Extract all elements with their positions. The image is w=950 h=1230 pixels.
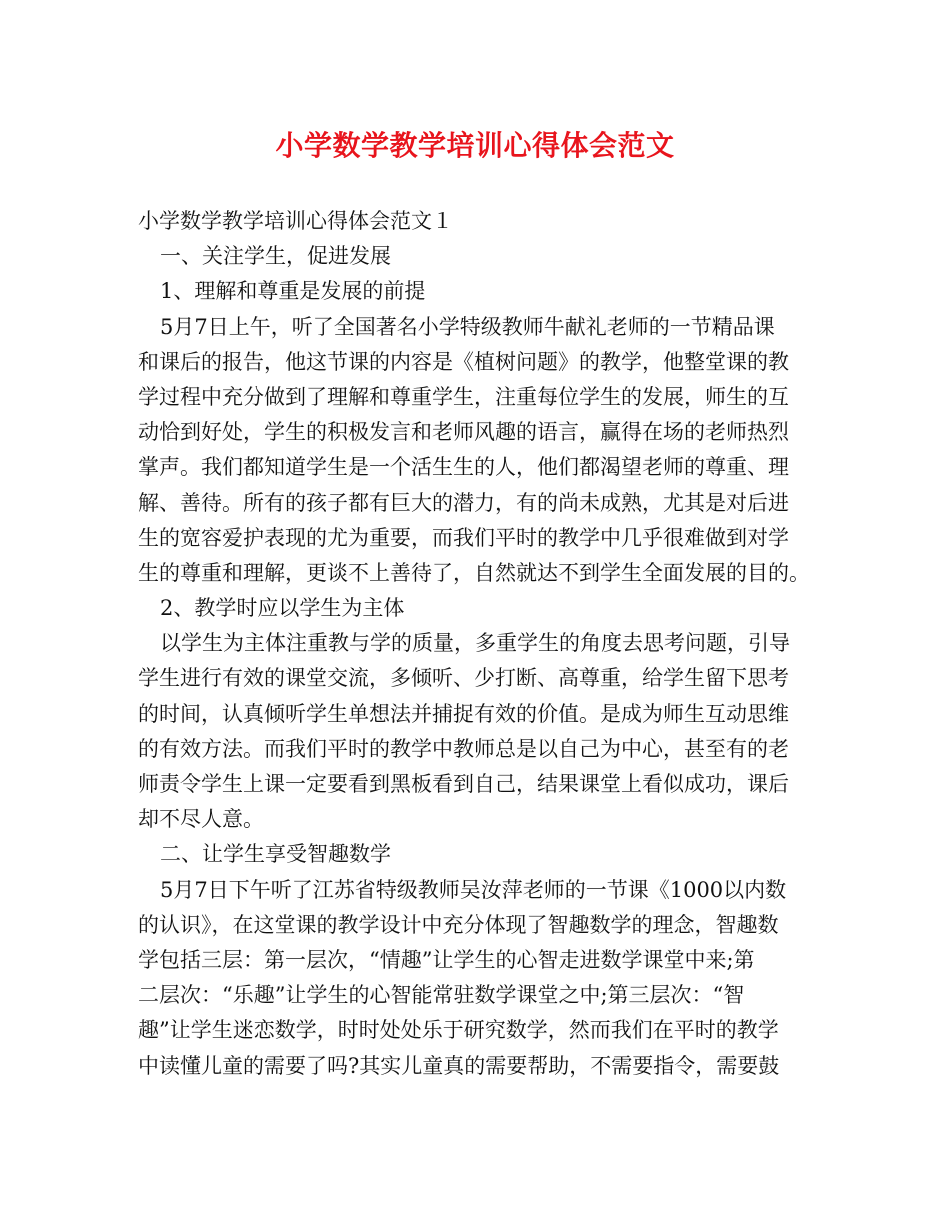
text-line: 的有效方法。而我们平时的教学中教师总是以自己为中心，甚至有的老	[138, 736, 789, 761]
text-line: 2、教学时应以学生为主体	[160, 596, 405, 621]
text-line: 中读懂儿童的需要了吗?其实儿童真的需要帮助，不需要指令，需要鼓	[138, 1053, 780, 1078]
text-line: 掌声。我们都知道学生是一个活生生的人，他们都渴望老师的尊重、理	[138, 455, 789, 480]
text-line: 动恰到好处，学生的积极发言和老师风趣的语言，赢得在场的老师热烈	[138, 420, 789, 445]
text-line: 二层次：“乐趣”让学生的心智能常驻数学课堂之中;第三层次：“智	[138, 983, 745, 1008]
text-line: 的认识》，在这堂课的教学设计中充分体现了智趣数学的理念，智趣数	[138, 912, 779, 937]
text-line: 学生进行有效的课堂交流，多倾听、少打断、高尊重，给学生留下思考	[138, 666, 789, 691]
text-line: 趣”让学生迷恋数学，时时处处乐于研究数学，然而我们在平时的教学	[138, 1018, 779, 1043]
text-line: 学过程中充分做到了理解和尊重学生，注重每位学生的发展，师生的互	[138, 384, 789, 409]
text-line: 一、关注学生，促进发展	[160, 244, 391, 269]
text-line: 以学生为主体注重教与学的质量，多重学生的角度去思考问题，引导	[160, 631, 790, 656]
text-line: 解、善待。所有的孩子都有巨大的潜力，有的尚未成熟，尤其是对后进	[138, 490, 789, 515]
text-line: 小学数学教学培训心得体会范文１	[138, 209, 453, 233]
text-line: 5月7日下午听了江苏省特级教师吴汝萍老师的一节课《1000以内数	[160, 877, 787, 902]
document-body	[138, 204, 816, 1084]
text-line: 5月7日上午，听了全国著名小学特级教师牛献礼老师的一节精品课	[160, 314, 775, 339]
text-line: 却不尽人意。	[138, 807, 264, 832]
text-line: 生的宽容爱护表现的尤为重要，而我们平时的教学中几乎很难做到对学	[138, 525, 789, 550]
text-line: 1、理解和尊重是发展的前提	[160, 279, 426, 304]
text-line: 二、让学生享受智趣数学	[160, 842, 391, 867]
text-line: 师责令学生上课一定要看到黑板看到自己，结果课堂上看似成功，课后	[138, 772, 789, 796]
text-line: 和课后的报告，他这节课的内容是《植树问题》的教学，他整堂课的教	[138, 349, 789, 374]
text-line: 学包括三层：第一层次，“情趣”让学生的心智走进数学课堂中来;第	[138, 947, 755, 972]
text-line: 生的尊重和理解，更谈不上善待了，自然就达不到学生全面发展的目的。	[138, 560, 810, 585]
document-title: 小学数学教学培训心得体会范文	[275, 129, 675, 162]
text-line: 的时间，认真倾听学生单想法并捕捉有效的价值。是成为师生互动思维	[138, 701, 789, 726]
